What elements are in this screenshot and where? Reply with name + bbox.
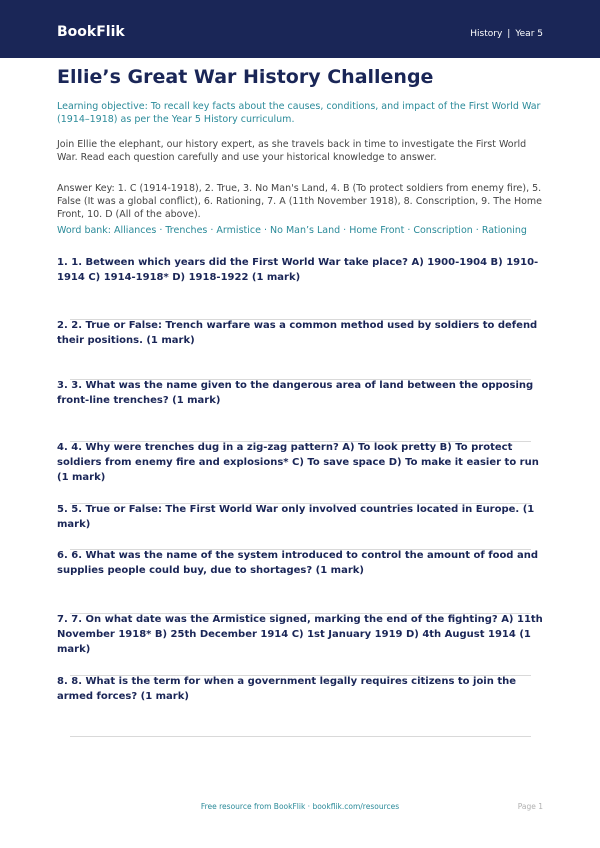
question-2: 2. 2. True or False: Trench warfare was a common method used by soldiers to defend their positions. (1 mark): [57, 320, 538, 346]
intro-text: Join Ellie the elephant, our history expert, as she travels back in time to investigate the First World War. Read each question carefully and use your historical knowledge to answer.: [57, 139, 527, 163]
page-title: Ellie’s Great War History Challenge: [57, 66, 434, 88]
answer-line[interactable]: [70, 736, 531, 737]
page-header: [0, 0, 600, 58]
learning-objective: Learning objective: To recall key facts about the causes, conditions, and impact of the First World War (1914–1918) as per the Year 5 History curriculum.: [57, 101, 541, 125]
page-number: Page 1: [517, 802, 543, 811]
question-5: 5. 5. True or False: The First World War only involved countries located in Europe. (1 mark): [57, 504, 535, 530]
question-6: 6. 6. What was the name of the system introduced to control the amount of food and supplies people could buy, due to shortages? (1 mark): [57, 550, 538, 576]
footer-link[interactable]: Free resource from BookFlik · bookflik.com/resources: [200, 802, 400, 811]
question-3: 3. 3. What was the name given to the dangerous area of land between the opposing front-line trenches? (1 mark): [57, 380, 534, 406]
header-separator: |: [507, 29, 511, 39]
year-label: Year 5: [515, 29, 543, 39]
answer-key: Answer Key: 1. C (1914-1918), 2. True, 3. No Man's Land, 4. B (To protect soldiers from enemy fire), 5. False (It was a global conflict), 6. Rationing, 7. A (11th November 1918), 8. Conscription, 9. The Home Front, 10. D (All of the above).: [57, 183, 543, 220]
subject-label: History: [470, 29, 503, 39]
brand-logo-text[interactable]: BookFlik: [57, 24, 125, 40]
header-meta: [470, 28, 543, 40]
question-7: 7. 7. On what date was the Armistice signed, marking the end of the fighting? A) 11th November 1918* B) 25th December 1914 C) 1st January 1919 D) 4th August 1914 (1 mark): [57, 614, 543, 655]
question-8: 8. 8. What is the term for when a government legally requires citizens to join the armed forces? (1 mark): [57, 676, 517, 702]
word-bank: Word bank: Alliances · Trenches · Armistice · No Man’s Land · Home Front · Conscription · Rationing: [57, 225, 527, 236]
question-4: 4. 4. Why were trenches dug in a zig-zag pattern? A) To look pretty B) To protect soldiers from enemy fire and explosions* C) To save space D) To make it easier to run (1 mark): [57, 442, 539, 483]
question-1: 1. 1. Between which years did the First World War take place? A) 1900-1904 B) 1910-1914 C) 1914-1918* D) 1918-1922 (1 mark): [57, 257, 539, 283]
